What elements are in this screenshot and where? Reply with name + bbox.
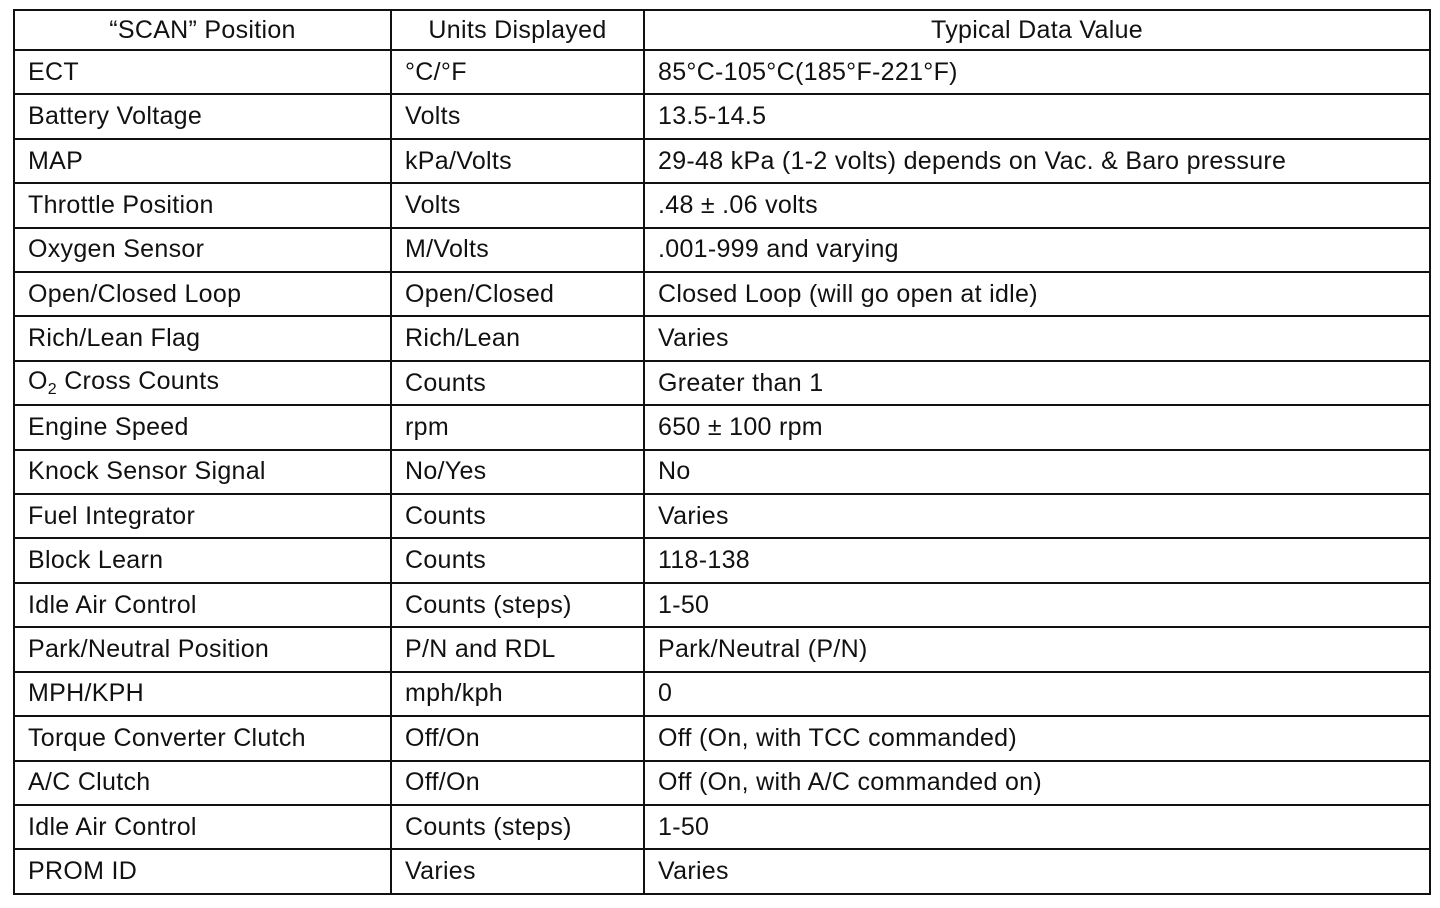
scan-position-cell: Idle Air Control xyxy=(14,805,391,849)
typical-value-cell: No xyxy=(644,450,1430,494)
units-cell: Counts xyxy=(391,361,644,405)
units-cell: Volts xyxy=(391,183,644,227)
header-units-displayed: Units Displayed xyxy=(391,10,644,50)
scan-position-cell: ECT xyxy=(14,50,391,94)
scan-position-cell: Throttle Position xyxy=(14,183,391,227)
typical-value-cell: 0 xyxy=(644,672,1430,716)
typical-value-cell: Off (On, with A/C commanded on) xyxy=(644,761,1430,805)
header-typical-data-value: Typical Data Value xyxy=(644,10,1430,50)
o2-suffix: Cross Counts xyxy=(56,366,220,395)
o2-prefix: O xyxy=(28,366,48,395)
table-row xyxy=(14,50,1430,94)
table-row xyxy=(14,805,1430,849)
units-cell: Varies xyxy=(391,849,644,894)
typical-value-cell: Varies xyxy=(644,316,1430,360)
table-row xyxy=(14,405,1430,449)
scan-position-cell: Battery Voltage xyxy=(14,94,391,138)
scan-position-cell: MAP xyxy=(14,139,391,183)
units-cell: Counts (steps) xyxy=(391,583,644,627)
scan-position-cell: MPH/KPH xyxy=(14,672,391,716)
typical-value-cell: 85°C-105°C(185°F-221°F) xyxy=(644,50,1430,94)
header-scan-position: “SCAN” Position xyxy=(14,10,391,50)
typical-value-cell: Varies xyxy=(644,494,1430,538)
typical-value-cell: Varies xyxy=(644,849,1430,894)
scan-position-cell: Engine Speed xyxy=(14,405,391,449)
table-row xyxy=(14,672,1430,716)
units-cell: No/Yes xyxy=(391,450,644,494)
typical-value-cell: 650 ± 100 rpm xyxy=(644,405,1430,449)
typical-value-cell: Off (On, with TCC commanded) xyxy=(644,716,1430,760)
table-row xyxy=(14,583,1430,627)
scan-position-cell: Open/Closed Loop xyxy=(14,272,391,316)
units-cell: P/N and RDL xyxy=(391,627,644,671)
table-row xyxy=(14,494,1430,538)
typical-value-cell: 29-48 kPa (1-2 volts) depends on Vac. & Baro pressure xyxy=(644,139,1430,183)
table-row xyxy=(14,716,1430,760)
table-row xyxy=(14,94,1430,138)
table-row xyxy=(14,272,1430,316)
units-cell: mph/kph xyxy=(391,672,644,716)
scan-position-cell: Oxygen Sensor xyxy=(14,228,391,272)
units-cell: kPa/Volts xyxy=(391,139,644,183)
units-cell: Off/On xyxy=(391,716,644,760)
o2-subscript: 2 xyxy=(47,380,57,398)
units-cell: rpm xyxy=(391,405,644,449)
typical-value-cell: 118-138 xyxy=(644,538,1430,582)
table-row xyxy=(14,139,1430,183)
units-cell: Counts xyxy=(391,538,644,582)
table-row xyxy=(14,450,1430,494)
scan-position-cell: Knock Sensor Signal xyxy=(14,450,391,494)
table-row xyxy=(14,849,1430,894)
table-row xyxy=(14,228,1430,272)
table-row xyxy=(14,627,1430,671)
typical-value-cell: 1-50 xyxy=(644,583,1430,627)
scan-position-cell xyxy=(14,361,391,405)
typical-value-cell: 1-50 xyxy=(644,805,1430,849)
scan-position-cell: Block Learn xyxy=(14,538,391,582)
typical-value-cell: Greater than 1 xyxy=(644,361,1430,405)
table-row xyxy=(14,361,1430,405)
units-cell: °C/°F xyxy=(391,50,644,94)
units-cell: Off/On xyxy=(391,761,644,805)
table-row xyxy=(14,183,1430,227)
scan-data-table xyxy=(13,9,1431,895)
typical-value-cell: .001-999 and varying xyxy=(644,228,1430,272)
scan-position-cell: Torque Converter Clutch xyxy=(14,716,391,760)
units-cell: M/Volts xyxy=(391,228,644,272)
scan-position-cell: Park/Neutral Position xyxy=(14,627,391,671)
table-row xyxy=(14,316,1430,360)
units-cell: Open/Closed xyxy=(391,272,644,316)
units-cell: Counts (steps) xyxy=(391,805,644,849)
units-cell: Counts xyxy=(391,494,644,538)
units-cell: Rich/Lean xyxy=(391,316,644,360)
table-header-row xyxy=(14,10,1430,50)
scan-position-cell: A/C Clutch xyxy=(14,761,391,805)
typical-value-cell: Park/Neutral (P/N) xyxy=(644,627,1430,671)
scan-position-cell: Idle Air Control xyxy=(14,583,391,627)
typical-value-cell: 13.5-14.5 xyxy=(644,94,1430,138)
scan-position-cell: Rich/Lean Flag xyxy=(14,316,391,360)
units-cell: Volts xyxy=(391,94,644,138)
typical-value-cell: .48 ± .06 volts xyxy=(644,183,1430,227)
typical-value-cell: Closed Loop (will go open at idle) xyxy=(644,272,1430,316)
table-row xyxy=(14,538,1430,582)
table-row xyxy=(14,761,1430,805)
scan-position-cell: Fuel Integrator xyxy=(14,494,391,538)
scan-position-cell: PROM ID xyxy=(14,849,391,894)
